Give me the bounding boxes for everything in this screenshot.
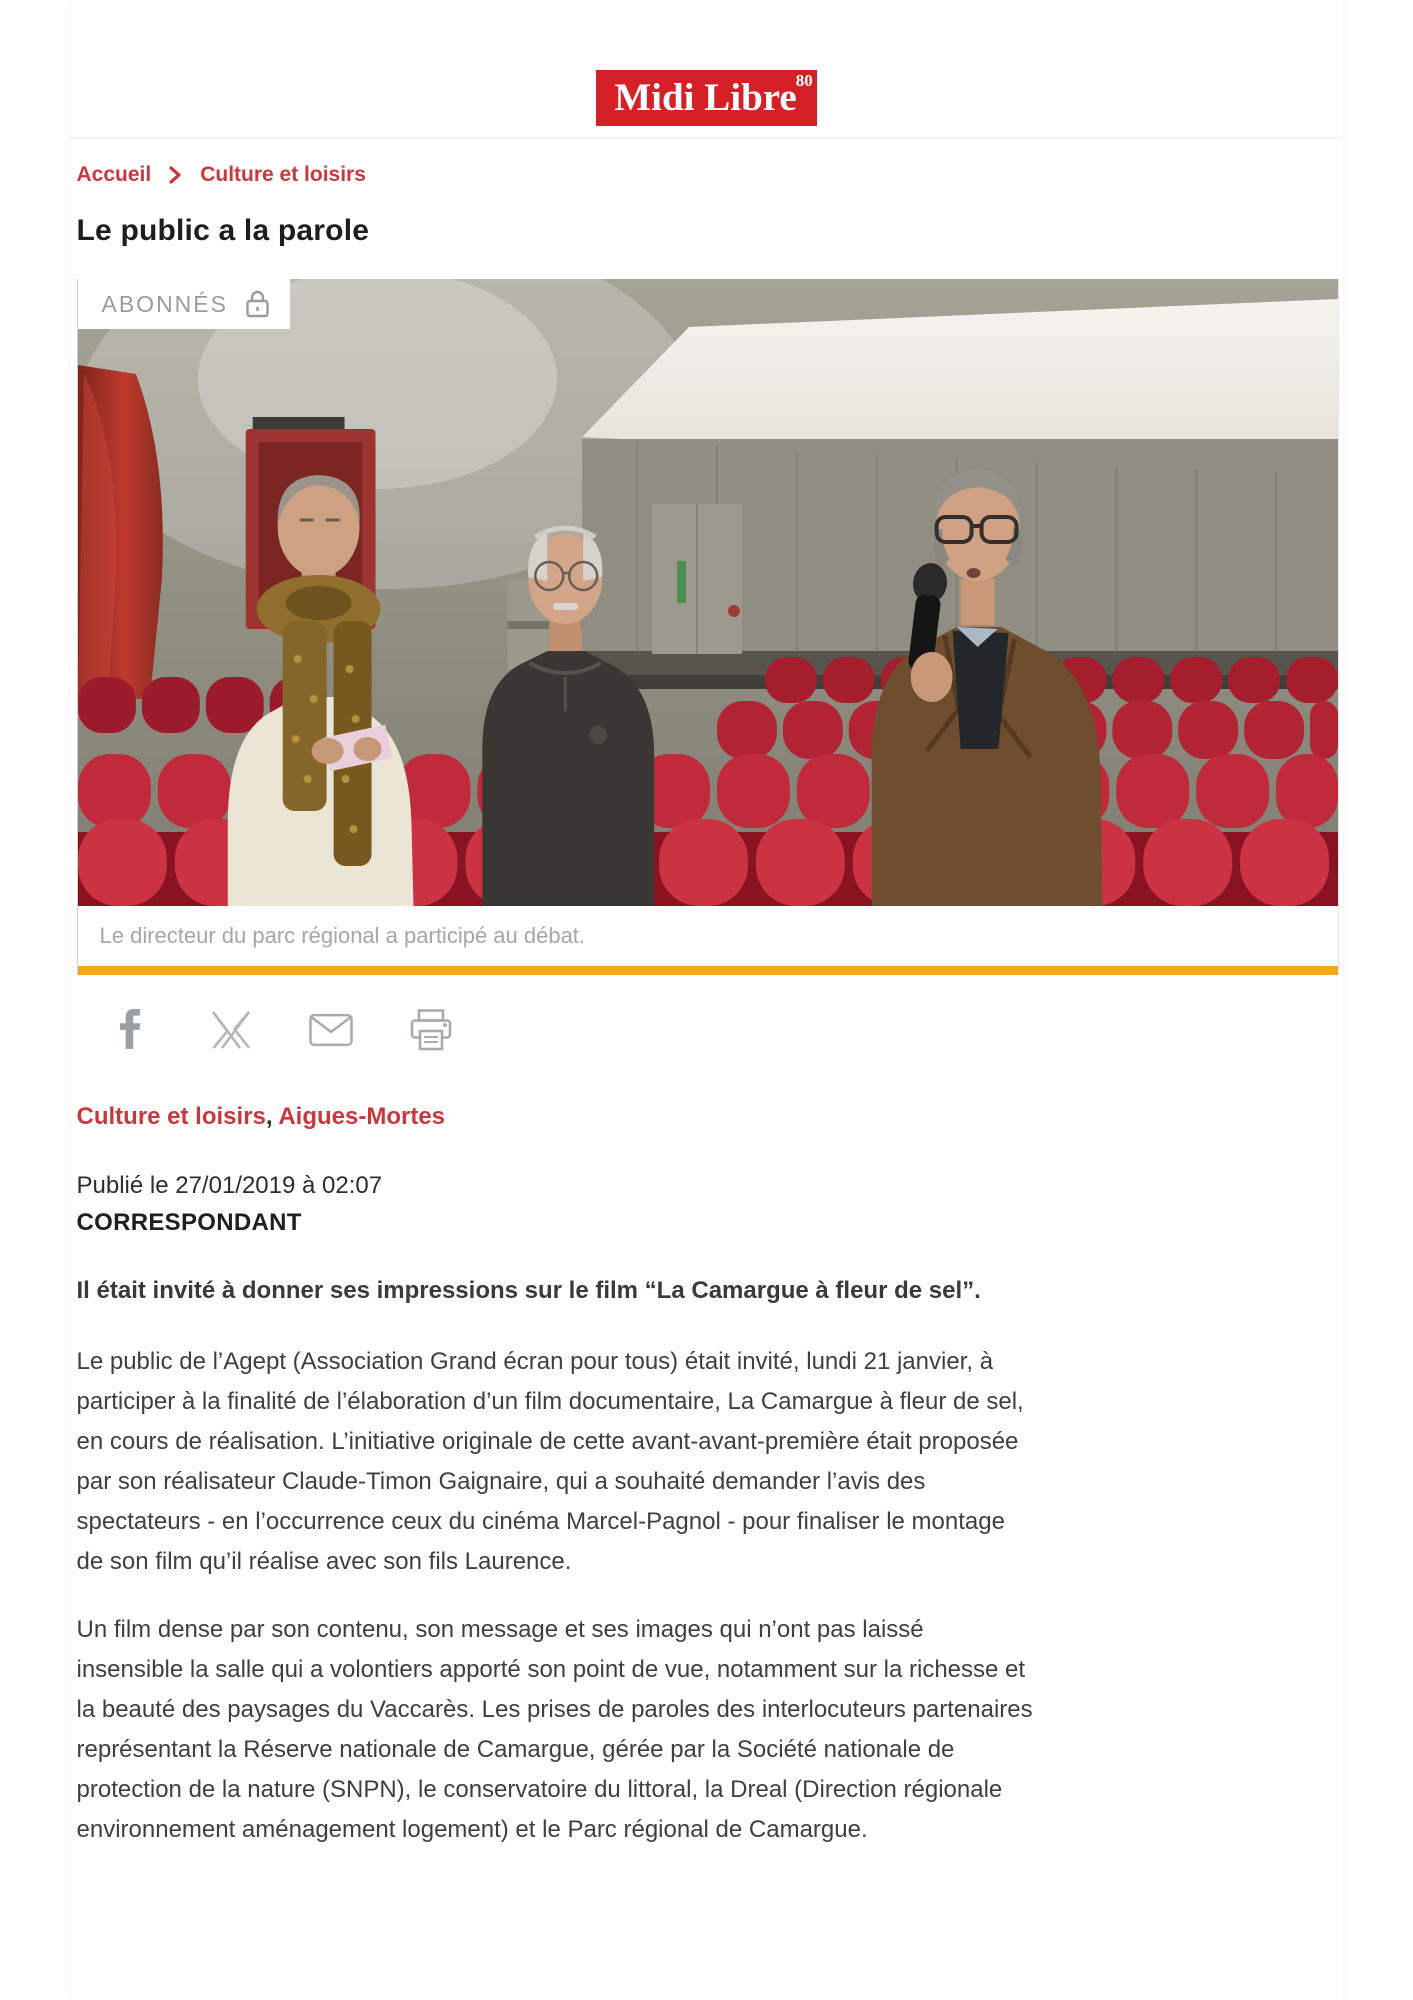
- facebook-icon: [119, 1008, 143, 1052]
- tag-separator: ,: [265, 1103, 279, 1130]
- publish-date: Publié le 27/01/2019 à 02:07: [76, 1172, 383, 1199]
- tag-aigues-mortes[interactable]: Aigues-Mortes: [278, 1103, 446, 1130]
- article-photo: [78, 279, 1338, 906]
- print-icon: [410, 1009, 452, 1051]
- article-body: [77, 1342, 1337, 1850]
- paragraph-1: Le public de l’Agept (Association Grand écran pour tous) était invité, lundi 21 janvier, à participer à la finalité de l’élaboration d’un film documentaire, La Camargue à fleur de sel, en cours de réalisation. L’initiative originale de cette avant-avant-première était proposée par son réalisateur Claude-Timon Gaignaire, qui a souhaité demander l’avis des spectateurs - en l’occurrence ceux du cinéma Marcel-Pagnol - pour finaliser le montage de son film qu’il réalise avec son fils Laurence.: [76, 1348, 1024, 1575]
- logo-80-badge: 80: [795, 71, 813, 90]
- image-caption: Le directeur du parc régional a participé au débat.: [78, 906, 1338, 966]
- orange-accent-bar: [78, 966, 1338, 975]
- article-tags: [77, 1103, 1337, 1131]
- email-icon: [309, 1013, 353, 1047]
- tag-culture-et-loisirs[interactable]: Culture et loisirs: [76, 1103, 266, 1130]
- site-header: [71, 0, 1343, 138]
- breadcrumb: [77, 163, 1337, 187]
- midi-libre-logo[interactable]: [596, 70, 816, 126]
- page-container: [71, 0, 1343, 2000]
- paragraph-2: Un film dense par son contenu, son message et ses images qui n’ont pas laissé insensible la salle qui a volontiers apporté son point de vue, notamment sur la richesse et la beauté des paysages du Vaccarès. Les prises de paroles des interlocuteurs partenaires représentant la Réserve nationale de Camargue, gérée par la Société nationale de protection de la nature (SNPN), le conservatoire du littoral, la Dreal (Direction régionale environnement aménagement logement) et le Parc régional de Camargue.: [76, 1616, 1033, 1843]
- x-twitter-icon: [210, 1010, 252, 1050]
- chevron-right-icon: [168, 165, 183, 185]
- premium-badge-label: ABONNÉS: [101, 290, 228, 317]
- share-email-button[interactable]: [309, 1007, 353, 1053]
- share-x-button[interactable]: [209, 1007, 253, 1053]
- author-label: CORRESPONDANT: [76, 1209, 302, 1236]
- article-lede: Il était invité à donner ses impressions sur le film “La Camargue à fleur de sel”.: [76, 1277, 981, 1304]
- breadcrumb-culture-et-loisirs[interactable]: Culture et loisirs: [200, 163, 366, 186]
- share-facebook-button[interactable]: [109, 1007, 153, 1053]
- lock-icon: [244, 289, 271, 319]
- premium-badge: [78, 279, 290, 329]
- share-print-button[interactable]: [409, 1007, 453, 1053]
- article-hero-figure: [77, 279, 1339, 975]
- page-title: Le public a la parole: [76, 214, 370, 247]
- share-row: [77, 1007, 1337, 1053]
- breadcrumb-accueil[interactable]: Accueil: [76, 163, 152, 186]
- logo-text: Midi Libre: [614, 76, 797, 119]
